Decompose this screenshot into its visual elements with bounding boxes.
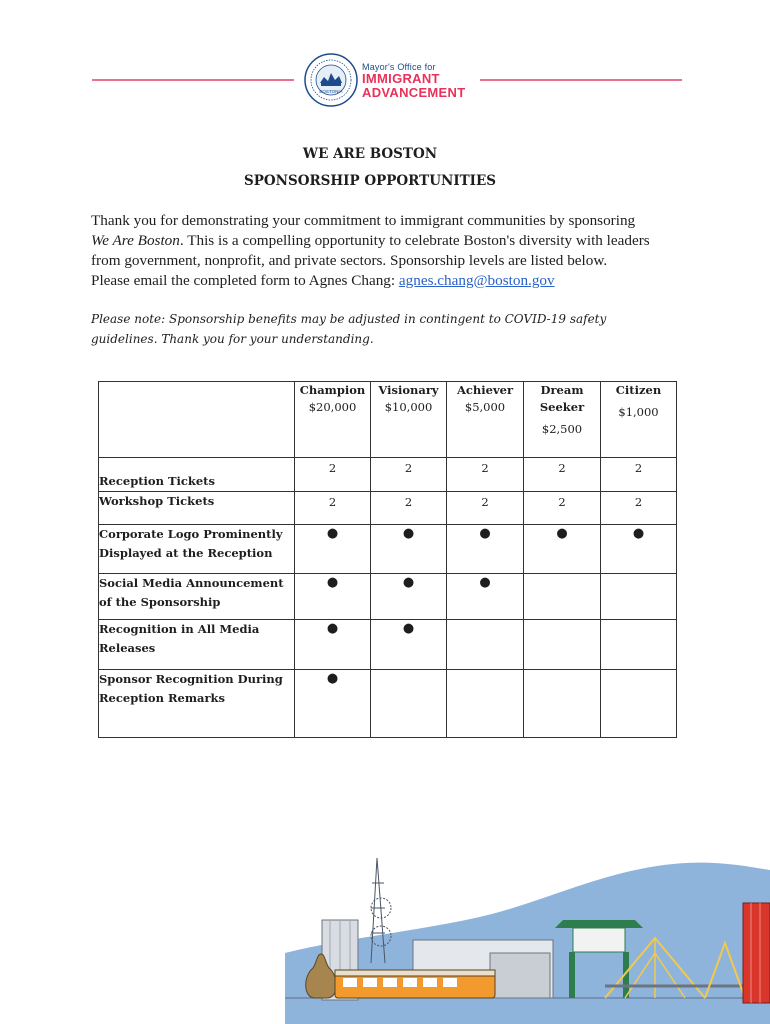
empty-cell [447,670,524,738]
table-header-row [99,382,677,458]
svg-text:BOSTONIA: BOSTONIA [319,89,343,94]
cell-value: 2 [601,458,677,492]
cell-value: 2 [295,492,371,525]
empty-cell [524,574,601,620]
logo-subtitle: Mayor's Office for [362,62,436,72]
bullet-icon: ● [295,574,371,620]
table-row [99,525,677,574]
table-row [99,670,677,738]
logo-title-line2: ADVANCEMENT [362,85,466,100]
mayors-office-logo [362,62,482,100]
bullet-icon: ● [447,574,524,620]
bullet-icon: ● [371,620,447,670]
bullet-icon: ● [295,620,371,670]
note-line-2: guidelines. Thank you for your understanding. [91,332,374,346]
covid-note [91,309,651,349]
level-citizen: Citizen $1,000 [601,382,677,458]
intro-line-1: Thank you for demonstrating your commitment to immigrant communities by sponsoring [91,212,636,229]
intro-paragraph [91,211,691,291]
boston-skyline-illustration [285,858,770,1024]
event-name: We Are Boston [91,232,180,249]
bullet-icon: ● [371,574,447,620]
empty-cell [601,670,677,738]
table-row [99,458,677,492]
intro-line-4: Please email the completed form to Agnes Chang: agnes.chang@boston.gov [91,272,555,289]
cell-value: 2 [524,458,601,492]
bullet-icon: ● [601,525,677,574]
empty-cell [447,620,524,670]
header-empty-cell [99,382,295,458]
cell-value: 2 [371,458,447,492]
row-label: Social Media Announcement of the Sponsorship [99,574,295,620]
empty-cell [524,670,601,738]
cell-value: 2 [524,492,601,525]
page-subtitle: SPONSORSHIP OPPORTUNITIES [243,173,497,189]
intro-line-3: from government, nonprofit, and private sectors. Sponsorship levels are listed below. [91,252,608,269]
city-of-boston-seal-icon [304,53,358,107]
cell-value: 2 [371,492,447,525]
empty-cell [601,574,677,620]
level-visionary: Visionary $10,000 [371,382,447,458]
sponsorship-table [98,381,677,738]
row-label: Reception Tickets [99,458,295,492]
empty-cell [601,620,677,670]
logo-title-line1: IMMIGRANT [362,71,440,86]
table-row [99,574,677,620]
empty-cell [524,620,601,670]
bullet-icon: ● [371,525,447,574]
bullet-icon: ● [295,525,371,574]
cell-value: 2 [447,492,524,525]
level-achiever: Achiever $5,000 [447,382,524,458]
row-label: Recognition in All Media Releases [99,620,295,670]
empty-cell [371,670,447,738]
page-title: WE ARE BOSTON [302,146,438,162]
cell-value: 2 [295,458,371,492]
row-label: Corporate Logo Prominently Displayed at the Reception [99,525,295,574]
header-rule-left [92,79,294,81]
note-line-1: Please note: Sponsorship benefits may be adjusted in contingent to COVID-19 safety [91,312,607,326]
level-champion: Champion $20,000 [295,382,371,458]
cell-value: 2 [601,492,677,525]
table-row [99,492,677,525]
contact-email-link[interactable]: agnes.chang@boston.gov [398,272,555,289]
cell-value: 2 [447,458,524,492]
bullet-icon: ● [295,670,371,738]
table-row [99,620,677,670]
bullet-icon: ● [447,525,524,574]
row-label: Sponsor Recognition During Reception Remarks [99,670,295,738]
header-rule-right [480,79,682,81]
intro-line-2: We Are Boston. This is a compelling opportunity to celebrate Boston's diversity with leaders [91,232,650,249]
bullet-icon: ● [524,525,601,574]
row-label: Workshop Tickets [99,492,295,525]
level-dream-seeker: Dream Seeker $2,500 [524,382,601,458]
